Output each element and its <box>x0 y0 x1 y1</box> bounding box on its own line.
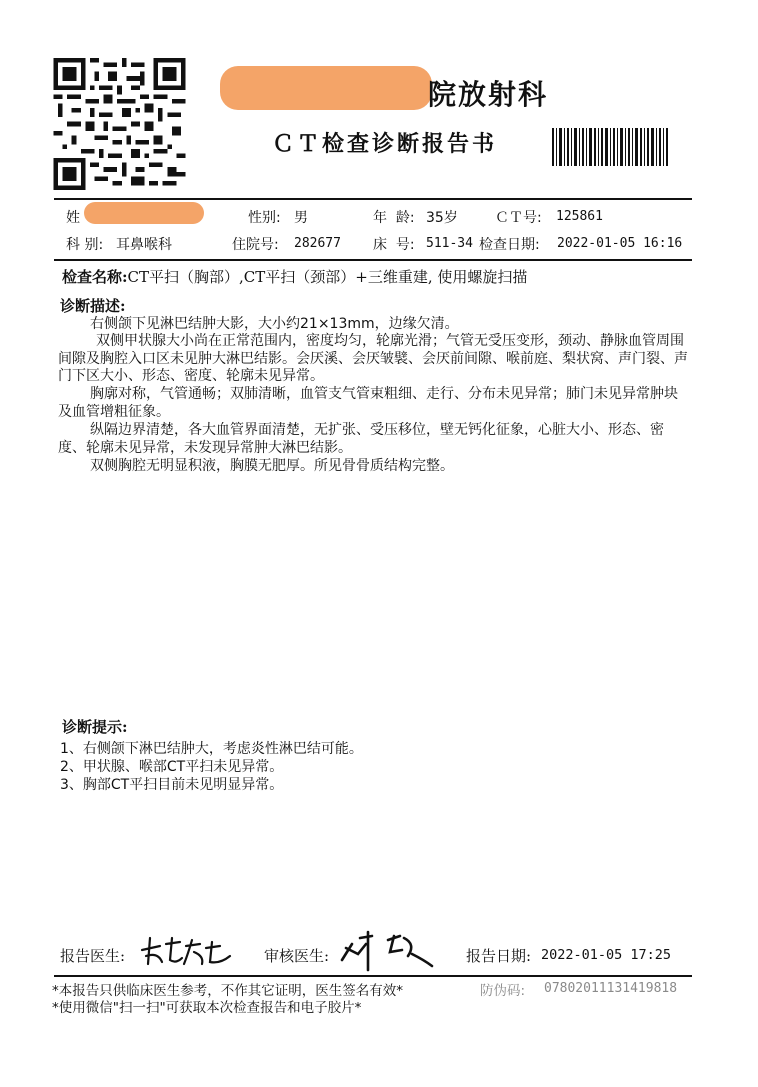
barcode <box>552 128 668 166</box>
age-label: 年 龄: <box>373 210 415 226</box>
ct-number-label: ＣＴ号: <box>495 210 542 226</box>
report-date-label: 报告日期: <box>466 947 532 965</box>
report-title: ＣＴ检查诊断报告书 <box>272 131 498 157</box>
impression-title: 诊断提示: <box>62 718 128 736</box>
gender-label: 性别: <box>248 210 281 226</box>
patient-name-label: 姓 <box>66 210 80 226</box>
findings-paragraph: 双侧甲状腺大小尚在正常范围内，密度均匀，轮廓光滑；气管无受压变形，颈动、静脉血管周围间隙及胸腔入口区未见肿大淋巴结影。会厌溪、会厌皱襞、会厌前间隙、喉前庭、梨状窝、声门裂、声门下区大小、形态、密度、轮廓未见异常。 <box>58 333 688 384</box>
impression-item: 3、胸部CT平扫目前未见明显异常。 <box>60 777 284 793</box>
disclaimer-note: *本报告只供临床医生参考，不作其它证明，医生签名有效* <box>52 983 403 999</box>
qr-code <box>53 58 186 190</box>
footer-rule <box>54 975 692 977</box>
age-value: 35岁 <box>426 210 458 226</box>
findings-paragraph: 双侧胸腔无明显积液，胸膜无肥厚。所见骨骨质结构完整。 <box>90 458 454 474</box>
gender-value: 男 <box>294 210 308 226</box>
findings-paragraph: 胸廓对称，气管通畅；双肺清晰，血管支气管束粗细、走行、分布未见异常；肺门未见异常肿块及血管增粗征象。 <box>58 386 678 420</box>
department-value: 耳鼻喉科 <box>116 237 172 253</box>
findings-title: 诊断描述: <box>60 297 126 315</box>
exam-name-value: CT平扫（胸部）,CT平扫（颈部）+三维重建, 使用螺旋扫描 <box>127 268 528 286</box>
inpatient-number-label: 住院号: <box>232 237 279 253</box>
impression-item: 2、甲状腺、喉部CT平扫未见异常。 <box>60 759 284 775</box>
reporter-label: 报告医生: <box>60 947 126 965</box>
reviewer-label: 审核医生: <box>264 947 330 965</box>
findings-paragraph: 纵隔边界清楚，各大血管界面清楚，无扩张、受压移位，壁无钙化征象，心脏大小、形态、密度、轮廓未见异常，未发现异常肿大淋巴结影。 <box>58 422 664 456</box>
bed-value: 511-34 <box>426 236 473 251</box>
header-rule-bottom <box>54 259 692 261</box>
redaction-hospital-name <box>220 66 432 110</box>
wechat-note: *使用微信"扫一扫"可获取本次检查报告和电子胶片* <box>52 1000 362 1016</box>
redaction-patient-name <box>84 202 204 224</box>
reporter-signature <box>136 934 236 970</box>
header-rule-top <box>54 198 692 200</box>
exam-name-label: 检查名称: <box>62 268 128 286</box>
ct-number-value: 125861 <box>556 209 603 224</box>
bed-label: 床 号: <box>373 237 415 253</box>
anti-fake-code: 07802011131419818 <box>544 981 678 996</box>
inpatient-number-value: 282677 <box>294 236 341 251</box>
report-date-value: 2022-01-05 17:25 <box>541 947 672 963</box>
anti-fake-label: 防伪码: <box>480 983 526 999</box>
exam-name <box>62 266 527 287</box>
reviewer-signature <box>338 930 438 972</box>
hospital-department-title: 院放射科 <box>428 78 549 111</box>
exam-date-label: 检查日期: <box>479 237 540 253</box>
findings-paragraph: 右侧颌下见淋巴结肿大影，大小约21×13mm，边缘欠清。 <box>90 316 459 332</box>
exam-date-value: 2022-01-05 16:16 <box>557 236 683 251</box>
impression-item: 1、右侧颌下淋巴结肿大，考虑炎性淋巴结可能。 <box>60 741 363 757</box>
department-label: 科 别: <box>66 237 104 253</box>
